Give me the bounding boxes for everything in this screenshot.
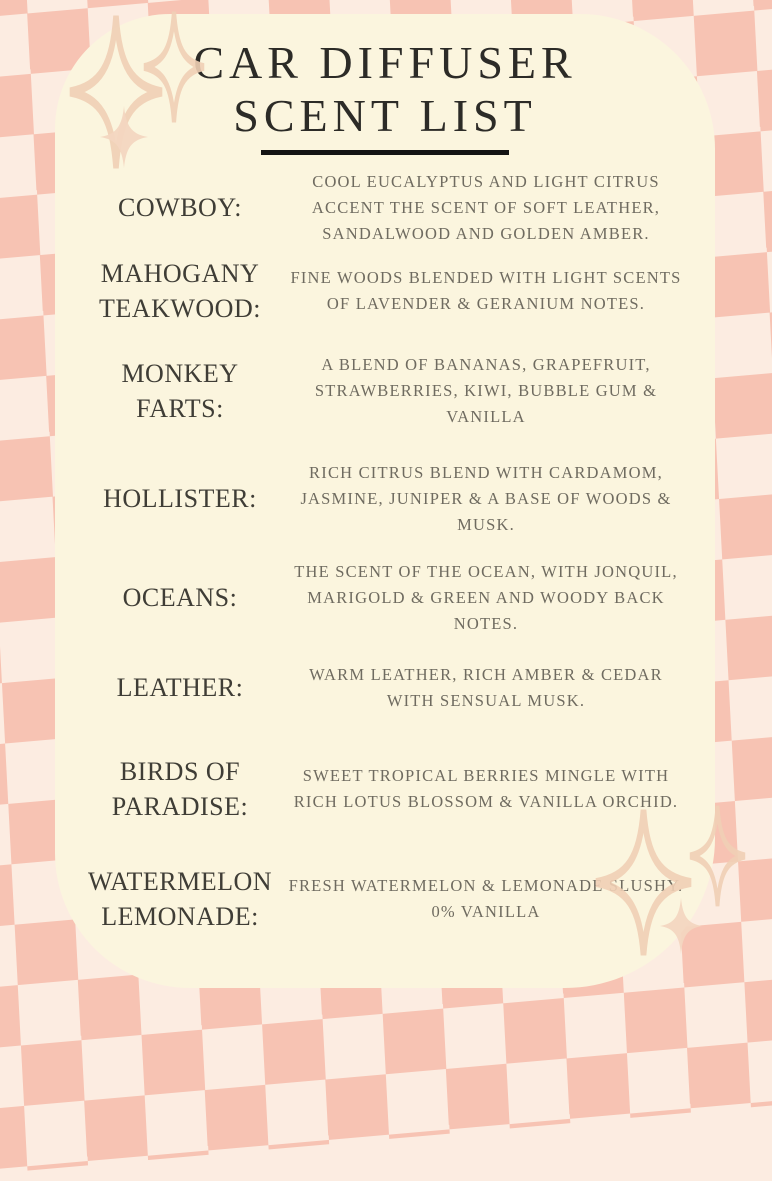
scent-name: OCEANS: <box>122 583 238 613</box>
scent-name: WATERMELON LEMONADE: <box>87 866 273 931</box>
scent-panel <box>55 14 715 988</box>
scent-description: SWEET TROPICAL BERRIES MINGLE WITH RICH LOTUS BLOSSOM & VANILLA ORCHID. <box>293 766 679 811</box>
scent-description: A BLEND OF BANANAS, GRAPEFRUIT, STRAWBERRIES, KIWI, BUBBLE GUM & VANILLA <box>314 355 658 426</box>
scent-name: MONKEY FARTS: <box>121 358 239 423</box>
title-line-1: CAR DIFFUSER <box>193 37 577 88</box>
scent-row <box>81 447 693 551</box>
scent-name: BIRDS OF PARADISE: <box>111 756 249 821</box>
scent-name: COWBOY: <box>118 193 242 223</box>
scent-description: THE SCENT OF THE OCEAN, WITH JONQUIL, MARIGOLD & GREEN AND WOODY BACK NOTES. <box>294 562 678 633</box>
scent-description: RICH CITRUS BLEND WITH CARDAMOM, JASMINE, JUNIPER & A BASE OF WOODS & MUSK. <box>300 463 672 534</box>
scent-name: LEATHER: <box>116 673 244 703</box>
scent-row <box>81 247 693 335</box>
scent-name: HOLLISTER: <box>103 484 257 514</box>
scent-name: MAHOGANY TEAKWOOD: <box>99 258 261 323</box>
title-underline <box>261 150 509 155</box>
scent-description: FINE WOODS BLENDED WITH LIGHT SCENTS OF LAVENDER & GERANIUM NOTES. <box>290 268 682 313</box>
scent-row <box>81 731 693 847</box>
scent-row <box>81 847 693 951</box>
title-line-2: SCENT LIST <box>233 90 537 142</box>
scent-list <box>55 169 715 951</box>
scent-row <box>81 169 693 247</box>
page-title <box>55 14 715 155</box>
scent-description: FRESH WATERMELON & LEMONADE SLUSHY. 0% VANILLA <box>288 876 684 921</box>
scent-row <box>81 335 693 447</box>
scent-row <box>81 551 693 645</box>
scent-description: COOL EUCALYPTUS AND LIGHT CITRUS ACCENT THE SCENT OF SOFT LEATHER, SANDALWOOD AND GOLDEN AMBER. <box>311 172 661 243</box>
scent-row <box>81 645 693 731</box>
scent-description: WARM LEATHER, RICH AMBER & CEDAR WITH SENSUAL MUSK. <box>309 665 663 710</box>
